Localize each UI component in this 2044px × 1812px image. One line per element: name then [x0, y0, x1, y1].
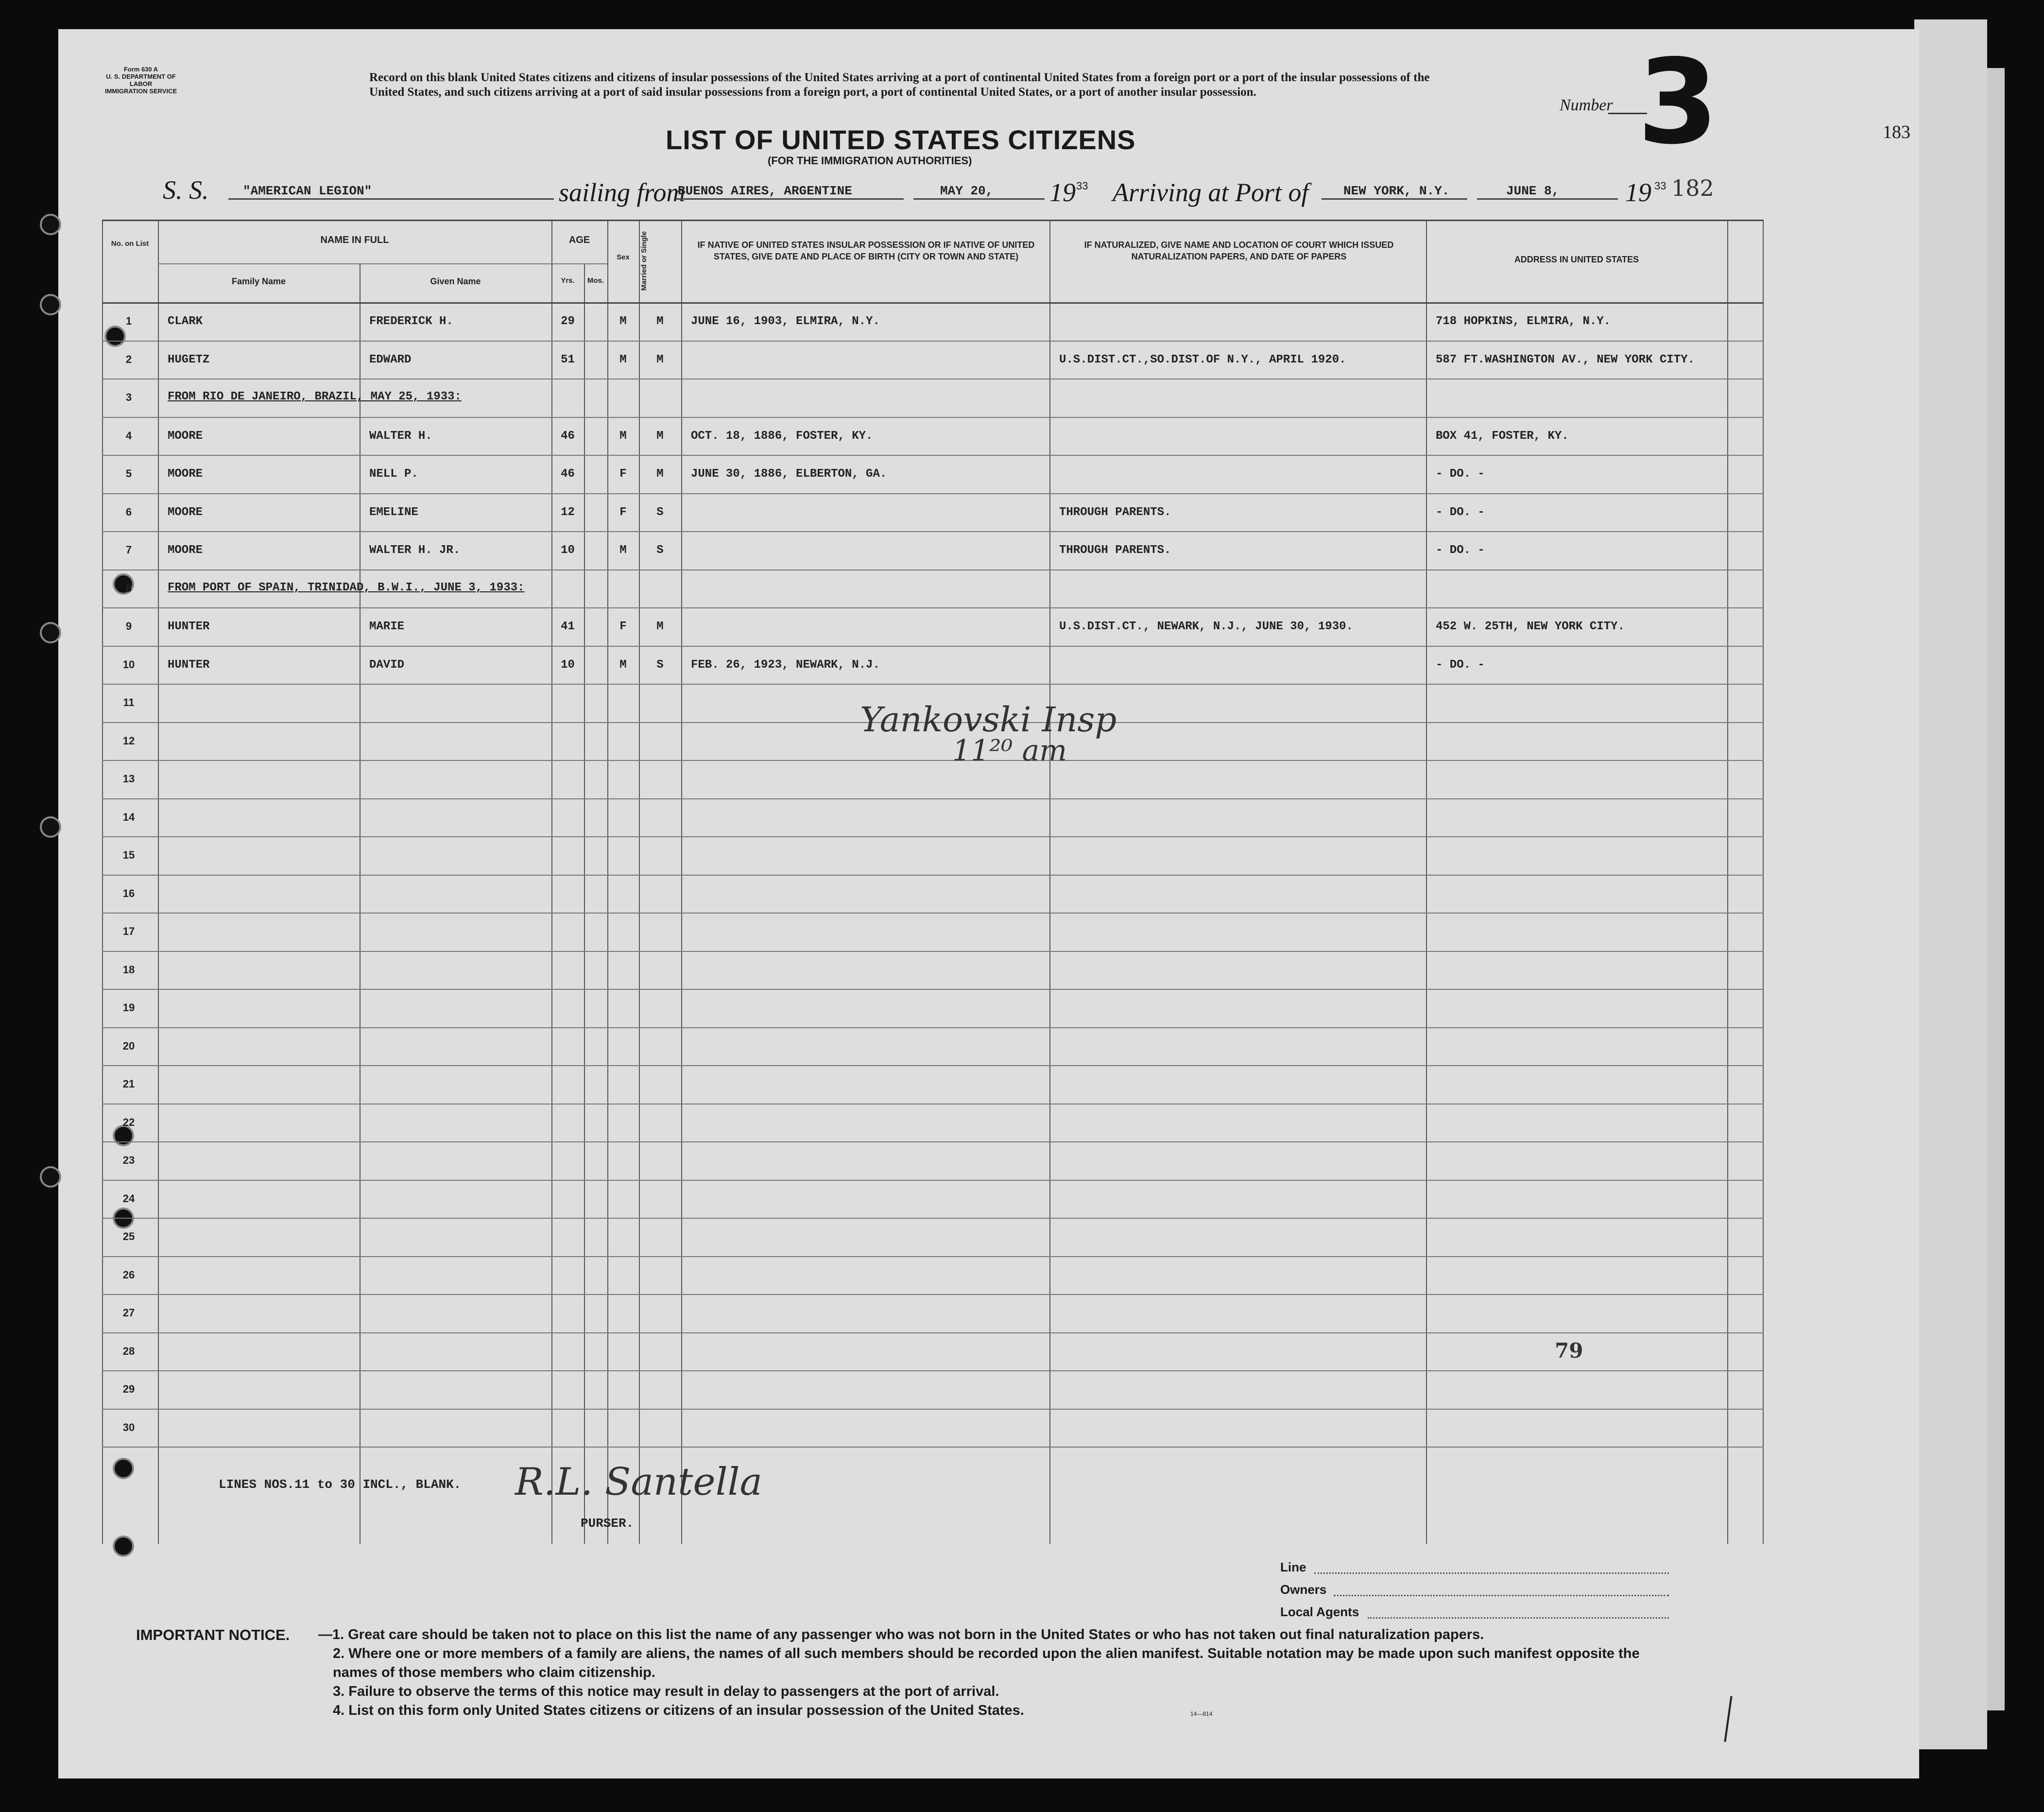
notice-item-4: 4. List on this form only United States citizens or citizens of an insular possession of the United States.: [333, 1703, 1024, 1718]
row-number: 12: [122, 734, 135, 747]
page-number: 183: [1883, 122, 1910, 142]
row-number: 21: [122, 1078, 135, 1090]
line-label: Line: [1280, 1560, 1306, 1574]
row-divider: [102, 1409, 1764, 1410]
ship-name: "AMERICAN LEGION": [243, 184, 372, 198]
cell-given: WALTER H. JR.: [369, 544, 461, 557]
purser-label: PURSER.: [581, 1516, 634, 1531]
binding-hole: [40, 214, 61, 235]
cell-sex: F: [619, 620, 627, 633]
row-number: 14: [122, 811, 135, 823]
row-divider: [102, 1332, 1764, 1333]
list-number: 3: [1637, 34, 1718, 170]
row-number: 17: [122, 925, 135, 937]
cell-yrs: 10: [561, 658, 575, 672]
arrival-year-prefix: 19: [1625, 178, 1651, 207]
cell-ms: M: [656, 429, 664, 443]
form-number: Form 630 A U. S. DEPARTMENT OF LABOR IMMIGRATION SERVICE: [104, 66, 177, 95]
arrival-year-suffix: 33: [1654, 180, 1666, 192]
row-divider: [102, 607, 1764, 608]
row-number: 26: [122, 1268, 135, 1281]
row-number: 19: [122, 1001, 135, 1014]
row-number: 3: [125, 391, 132, 403]
page-title: LIST OF UNITED STATES CITIZENS: [666, 124, 1136, 155]
notice-item-3: 3. Failure to observe the terms of this notice may result in delay to passengers at the port of arrival.: [333, 1684, 999, 1699]
row-number: 28: [122, 1345, 135, 1357]
number-label: Number: [1560, 96, 1613, 114]
cell-port-heading: FROM PORT OF SPAIN, TRINIDAD, B.W.I., JUNE 3, 1933:: [168, 581, 525, 594]
cell-family: MOORE: [168, 429, 203, 443]
ss-label: S. S.: [163, 175, 209, 205]
row-divider: [102, 760, 1764, 761]
header-age: AGE: [568, 235, 590, 245]
handwritten-number: 182: [1671, 175, 1714, 201]
row-divider: [102, 646, 1764, 647]
year-prefix: 19: [1049, 178, 1076, 207]
row-divider: [102, 798, 1764, 799]
cell-family: HUNTER: [168, 658, 210, 672]
binding-hole: [40, 294, 61, 315]
row-number: 10: [122, 658, 135, 671]
header-sex: Sex: [617, 253, 630, 261]
cell-address: BOX 41, FOSTER, KY.: [1436, 429, 1569, 443]
cell-given: MARIE: [369, 620, 405, 633]
cell-ms: M: [656, 315, 664, 328]
notice-item-2: 2. Where one or more members of a family are aliens, the names of all such members should be recorded upon the alien manifest. Suitable notation may be made upon such manifest opposite the names of those members who claim citizenship.: [333, 1646, 1640, 1680]
binding-hole: [40, 816, 61, 838]
row-number: 9: [125, 620, 132, 632]
year-suffix: 33: [1076, 180, 1088, 192]
row-divider: [102, 1370, 1764, 1371]
row-divider: [102, 913, 1764, 914]
inspector-note: Yankovski Insp: [860, 700, 1117, 740]
record-instructions: Record on this blank United States citizens and citizens of insular possessions of the United States arriving at a port of continental United States from a foreign port or a port of the insular possessions of the United States, and such citizens arriving at a port of said insular possessions from a foreign port, a port of continental United States, or a port of another insular possession.: [369, 71, 1430, 99]
header-given-name: Given Name: [430, 276, 481, 286]
cell-yrs: 41: [561, 620, 575, 633]
arriving-label: Arriving at Port of: [1113, 178, 1309, 207]
arrival-date: JUNE 8,: [1506, 184, 1560, 198]
cell-family: MOORE: [168, 505, 203, 519]
cell-ms: M: [656, 620, 664, 633]
row-divider: [102, 455, 1764, 456]
cell-natz: THROUGH PARENTS.: [1059, 505, 1171, 519]
row-divider: [102, 493, 1764, 494]
row-number: 5: [125, 467, 132, 480]
cell-natz: U.S.DIST.CT., NEWARK, N.J., JUNE 30, 1930.: [1059, 620, 1353, 633]
row-divider: [102, 1294, 1764, 1295]
row-divider: [102, 1218, 1764, 1219]
header-address: ADDRESS IN UNITED STATES: [1514, 255, 1639, 264]
cell-sex: M: [619, 315, 627, 328]
row-number: 30: [122, 1421, 135, 1433]
notice-item-1: —1. Great care should be taken not to place on this list the name of any passenger who was not born in the United States or who has not taken out final naturalization papers.: [318, 1627, 1484, 1642]
row-number: 25: [122, 1230, 135, 1243]
row-number: 18: [122, 963, 135, 976]
cell-address: 452 W. 25TH, NEW YORK CITY.: [1436, 620, 1625, 633]
cell-sex: M: [619, 658, 627, 672]
purser-signature: R.L. Santella: [515, 1460, 762, 1504]
header-no-on-list: No. on List: [111, 240, 149, 248]
cell-address: 718 HOPKINS, ELMIRA, N.Y.: [1436, 315, 1611, 328]
cell-sex: M: [619, 429, 627, 443]
cell-native: OCT. 18, 1886, FOSTER, KY.: [691, 429, 873, 443]
row-divider: [102, 1180, 1764, 1181]
cell-given: DAVID: [369, 658, 405, 672]
row-divider: [102, 951, 1764, 952]
row-divider: [102, 1065, 1764, 1066]
cell-ms: S: [656, 505, 664, 519]
handwritten-79: 79: [1555, 1339, 1583, 1363]
cell-ms: M: [656, 467, 664, 481]
row-divider: [102, 569, 1764, 570]
row-number: 29: [122, 1383, 135, 1395]
sailing-from-port: BUENOS AIRES, ARGENTINE: [678, 184, 852, 198]
cell-natz: THROUGH PARENTS.: [1059, 544, 1171, 557]
binding-hole: [40, 622, 61, 643]
row-divider: [102, 1141, 1764, 1142]
row-number: 27: [122, 1307, 135, 1319]
row-number: 2: [125, 353, 132, 365]
print-code: 14—814: [1190, 1710, 1213, 1717]
background-paper: [1914, 19, 1987, 1749]
header-name-in-full: NAME IN FULL: [320, 235, 389, 245]
cell-ms: S: [656, 658, 664, 672]
notice-title: IMPORTANT NOTICE.: [136, 1626, 290, 1643]
local-agents-label: Local Agents: [1280, 1605, 1359, 1619]
cell-given: EDWARD: [369, 353, 412, 366]
cell-address: 587 FT.WASHINGTON AV., NEW YORK CITY.: [1436, 353, 1695, 366]
cell-sex: M: [619, 353, 627, 366]
page-subtitle: (FOR THE IMMIGRATION AUTHORITIES): [768, 155, 972, 167]
cell-yrs: 51: [561, 353, 575, 366]
cell-yrs: 29: [561, 315, 575, 328]
cell-given: WALTER H.: [369, 429, 432, 443]
cell-native: JUNE 16, 1903, ELMIRA, N.Y.: [691, 315, 880, 328]
cell-ms: M: [656, 353, 664, 366]
cell-given: FREDERICK H.: [369, 315, 453, 328]
header-yrs: Yrs.: [561, 276, 575, 285]
cell-address: - DO. -: [1436, 658, 1485, 672]
row-number: 4: [125, 429, 132, 442]
row-divider: [102, 379, 1764, 380]
cell-natz: U.S.DIST.CT.,SO.DIST.OF N.Y., APRIL 1920.: [1059, 353, 1346, 366]
lines-blank-note: LINES NOS.11 to 30 INCL., BLANK.: [219, 1477, 462, 1492]
row-divider: [102, 684, 1764, 685]
cell-yrs: 10: [561, 544, 575, 557]
cell-address: - DO. -: [1436, 544, 1485, 557]
row-number: 1: [125, 315, 132, 327]
row-number: 8: [125, 582, 132, 594]
cell-address: - DO. -: [1436, 467, 1485, 481]
cell-given: NELL P.: [369, 467, 418, 481]
row-number: 6: [125, 505, 132, 518]
row-divider: [102, 989, 1764, 990]
header-naturalized: IF NATURALIZED, GIVE NAME AND LOCATION OF COURT WHICH ISSUED NATURALIZATION PAPERS, AND DATE OF PAPERS: [1084, 240, 1394, 261]
cell-native: FEB. 26, 1923, NEWARK, N.J.: [691, 658, 880, 672]
row-number: 15: [122, 849, 135, 861]
row-divider: [102, 1256, 1764, 1257]
sailing-from-label: sailing from: [559, 178, 686, 207]
header-married-single: Married or Single: [640, 231, 648, 291]
cell-family: MOORE: [168, 544, 203, 557]
sailing-date: MAY 20,: [940, 184, 994, 198]
row-divider: [102, 836, 1764, 837]
inspection-time: 11²⁰ am: [952, 734, 1067, 768]
cell-port-heading: FROM RIO DE JANEIRO, BRAZIL, MAY 25, 1933:: [168, 390, 462, 403]
header-mos: Mos.: [587, 276, 604, 285]
cell-yrs: 46: [561, 429, 575, 443]
cell-family: MOORE: [168, 467, 203, 481]
header-family-name: Family Name: [231, 276, 286, 286]
row-divider: [102, 341, 1764, 342]
row-number: 20: [122, 1039, 135, 1052]
cell-sex: F: [619, 467, 627, 481]
row-divider: [102, 417, 1764, 418]
row-number: 22: [122, 1116, 135, 1128]
cell-family: HUNTER: [168, 620, 210, 633]
cell-native: JUNE 30, 1886, ELBERTON, GA.: [691, 467, 887, 481]
cell-given: EMELINE: [369, 505, 418, 519]
row-number: 7: [125, 544, 132, 556]
row-number: 23: [122, 1154, 135, 1166]
row-number: 11: [123, 696, 135, 708]
cell-family: CLARK: [168, 315, 203, 328]
row-number: 16: [122, 887, 135, 899]
row-divider: [102, 1447, 1764, 1448]
manifest-table: [102, 220, 1764, 1544]
arrival-port: NEW YORK, N.Y.: [1343, 184, 1450, 198]
row-number: 24: [122, 1192, 135, 1205]
row-divider: [102, 531, 1764, 532]
cell-address: - DO. -: [1436, 505, 1485, 519]
row-divider: [102, 875, 1764, 876]
cell-ms: S: [656, 544, 664, 557]
row-divider: [102, 1027, 1764, 1028]
row-number: 13: [122, 773, 135, 785]
cell-sex: F: [619, 505, 627, 519]
cell-yrs: 46: [561, 467, 575, 481]
cell-sex: M: [619, 544, 627, 557]
owners-label: Owners: [1280, 1582, 1327, 1597]
binding-hole: [40, 1166, 61, 1188]
header-native: IF NATIVE OF UNITED STATES INSULAR POSSESSION OR IF NATIVE OF UNITED STATES, GIVE DATE AND PLACE OF BIRTH (CITY OR TOWN AND STATE): [697, 240, 1035, 261]
cell-yrs: 12: [561, 505, 575, 519]
cell-family: HUGETZ: [168, 353, 210, 366]
